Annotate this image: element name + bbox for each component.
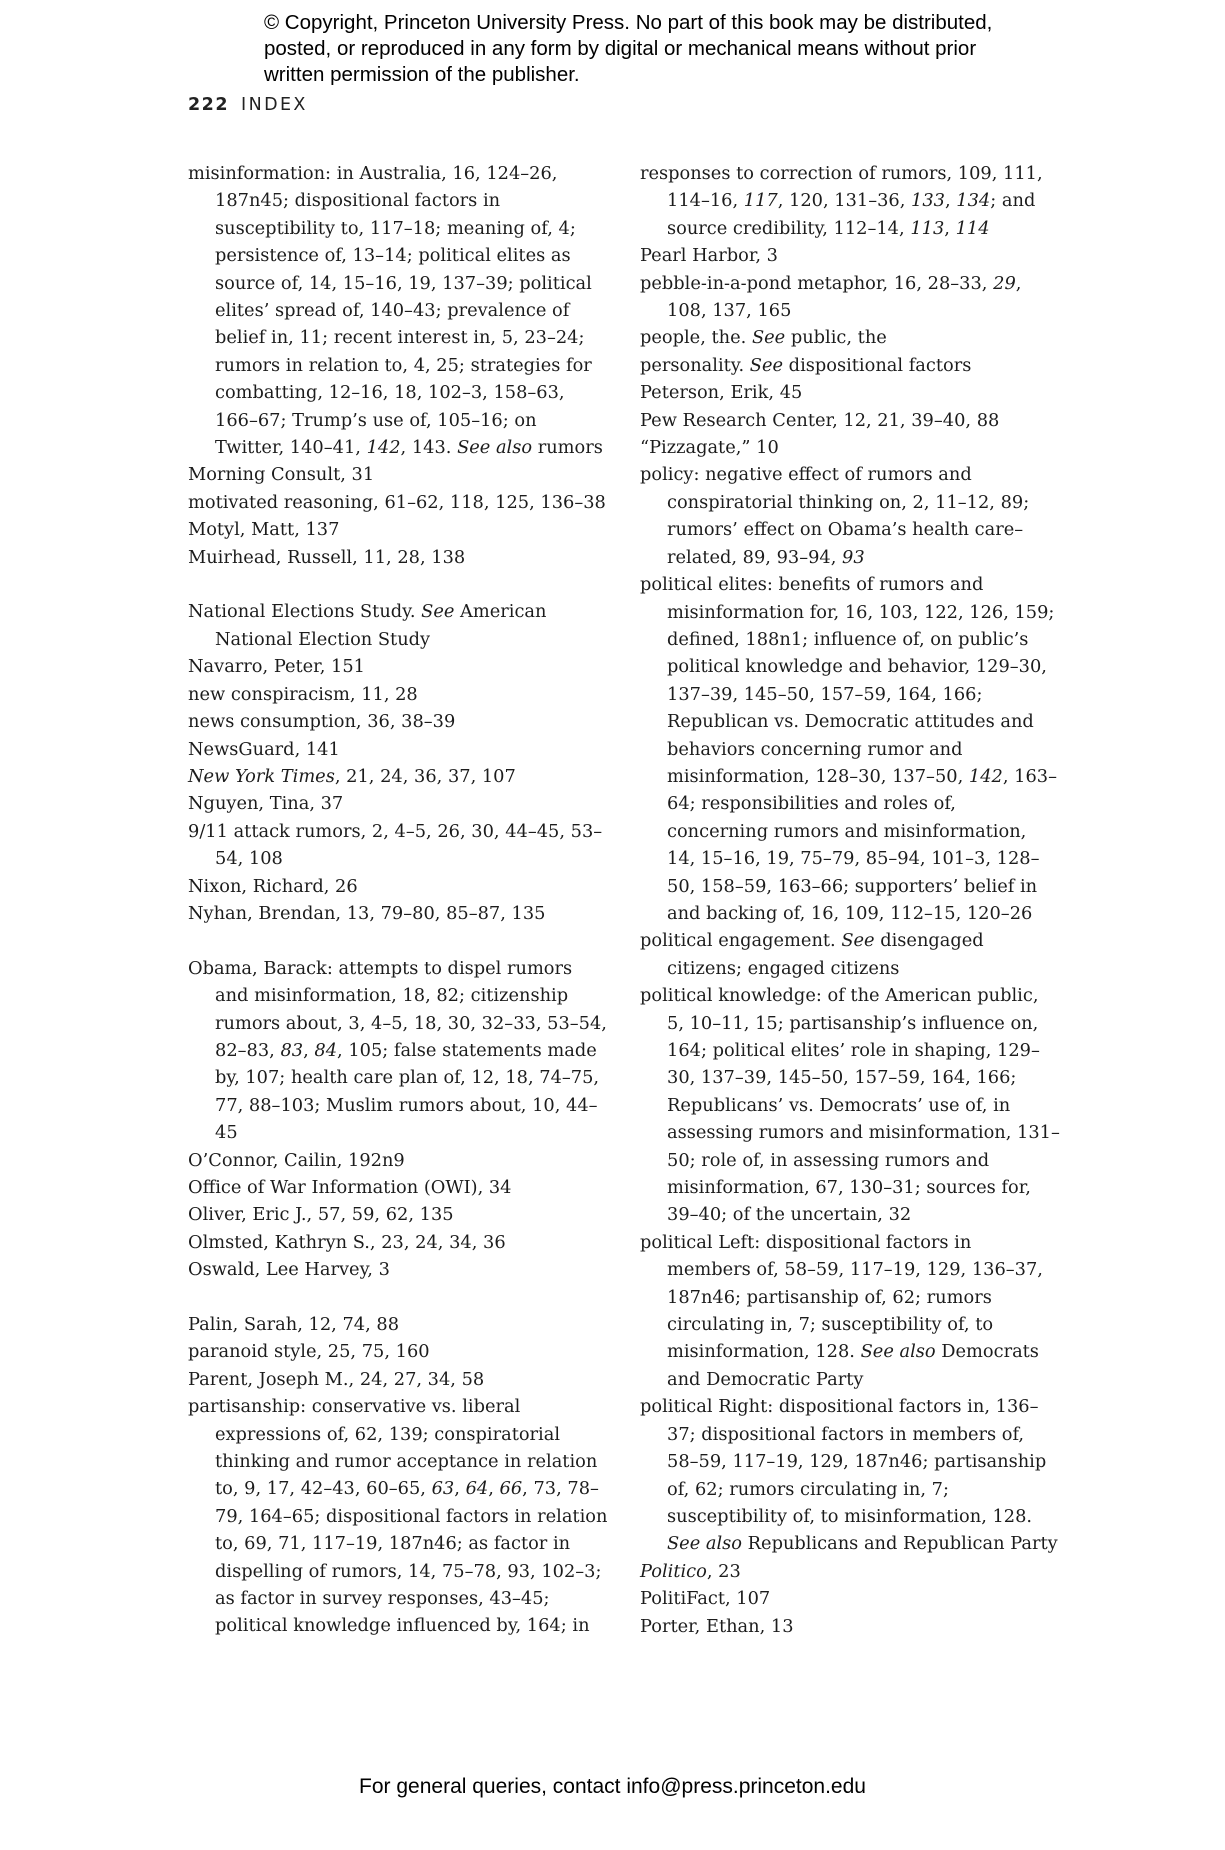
- index-entry: [188, 1201, 608, 1228]
- index-entry: [640, 571, 1060, 927]
- index-entry-text: Porter, Ethan, 13: [640, 1615, 794, 1637]
- index-entry: [188, 790, 608, 817]
- index-entry-text: Obama, Barack: attempts to dispel rumors and misinformation, 18, 82; citizenship rumors about, 3, 4–5, 18, 30, 32–33, 53–54, 82–83,: [188, 957, 607, 1061]
- index-entry: [640, 927, 1060, 982]
- index-entry-text: 84: [314, 1039, 338, 1061]
- index-entry-text: See: [749, 354, 784, 376]
- index-entry: [640, 1229, 1060, 1393]
- index-entry: [188, 1311, 608, 1338]
- index-entry-text: ; and source credibility, 112–14,: [667, 190, 1036, 239]
- index-entry: [640, 434, 1060, 461]
- index-entry: [640, 1613, 1060, 1640]
- index-entry-text: ,: [454, 1478, 466, 1500]
- index-entry-text: personality.: [640, 354, 750, 376]
- index-entry: [188, 1338, 608, 1365]
- index-entry-text: Office of War Information (OWI), 34: [188, 1177, 512, 1198]
- index-entry-text: Pearl Harbor, 3: [640, 245, 778, 267]
- index-entry-text: See also: [860, 1341, 936, 1363]
- index-entry: [640, 379, 1060, 406]
- index-entry-text: policy: negative effect of rumors and conspiratorial thinking on, 2, 11–12, 89; rumors’ effect on Obama’s health care–related, 89, 93–94,: [640, 464, 1030, 568]
- index-entry: [640, 352, 1060, 379]
- index-entry-text: misinformation: in Australia, 16, 124–26, 187n45; dispositional factors in susceptibility to, 117–18; meaning of, 4; persistence of, 13–14; political elites as source of, 14, 15–16, 19, 137–39; political elites’ spread of, 140–43; prevalence of belief in, 11; recent interest in, 5, 23–24; rumors in relation to, 4, 25; strategies for combatting, 12–16, 18, 102–3, 158–63, 166–67; Trump’s use of, 105–16; on Twitter, 140–41,: [188, 163, 592, 459]
- index-entry-text: Oswald, Lee Harvey, 3: [188, 1259, 390, 1281]
- index-entry-text: 113: [910, 217, 945, 239]
- index-entry-text: Parent, Joseph M., 24, 27, 34, 58: [188, 1368, 485, 1390]
- index-entry: [640, 242, 1060, 269]
- index-entry-text: Nixon, Richard, 26: [188, 875, 358, 897]
- index-entry-text: 64: [465, 1478, 489, 1500]
- index-entry-text: political Left: dispositional factors in members of, 58–59, 117–19, 129, 136–37, 187n46; partisanship of, 62; rumors circulating in, 7; susceptibility of, to misinformation, 128.: [640, 1231, 1043, 1363]
- letter-group-gap: [188, 927, 608, 954]
- index-entry-text: pebble-in-a-pond metaphor, 16, 28–33,: [640, 272, 994, 294]
- footer-contact: For general queries, contact info@press.princeton.edu: [359, 1775, 866, 1798]
- index-entry: [188, 1256, 608, 1283]
- index-entry-text: ,: [944, 217, 956, 239]
- index-entry: [188, 873, 608, 900]
- index-entry-text: 133: [911, 190, 945, 212]
- index-entry: [188, 900, 608, 927]
- index-entry: [188, 1366, 608, 1393]
- index-column-right: [640, 160, 1060, 1640]
- index-entry-text: National Elections Study.: [188, 601, 422, 623]
- copyright-notice: © Copyright, Princeton University Press. No part of this book may be distributed, posted, or reproduced in any form by digital or mechanical means without prior written permission of the publisher.: [264, 11, 993, 86]
- index-entry-text: Olmsted, Kathryn S., 23, 24, 34, 36: [188, 1231, 506, 1253]
- index-entry-text: , 21, 24, 36, 37, 107: [334, 765, 516, 787]
- index-entry-text: , 105; false statements made by, 107; health care plan of, 12, 18, 74–75, 77, 88–103; Muslim rumors about, 10, 44–45: [215, 1039, 600, 1144]
- index-entry: [188, 736, 608, 763]
- index-entry: [640, 1393, 1060, 1557]
- index-entry-text: Navarro, Peter, 151: [188, 656, 365, 678]
- index-entry-text: 83: [280, 1039, 304, 1061]
- index-entry-text: , 108, 137, 165: [667, 272, 1022, 322]
- index-entry: [188, 653, 608, 680]
- index-entry: [188, 818, 608, 873]
- index-entry-text: Nguyen, Tina, 37: [188, 793, 344, 815]
- index-entry: [640, 982, 1060, 1229]
- index-entry-text: partisanship: conservative vs. liberal expressions of, 62, 139; conspiratorial thinking and rumor acceptance in relation to, 9, 17, 42–43, 60–65,: [188, 1396, 598, 1500]
- index-entry: [640, 324, 1060, 351]
- index-entry-text: Morning Consult, 31: [188, 464, 375, 486]
- index-entry-text: Palin, Sarah, 12, 74, 88: [188, 1314, 400, 1336]
- index-entry-text: Democrats and Democratic Party: [667, 1341, 1039, 1390]
- index-entry: [188, 681, 608, 708]
- index-entry-text: Motyl, Matt, 137: [188, 519, 340, 541]
- index-entry-text: , 120, 131–36,: [777, 190, 912, 212]
- index-entry: [640, 407, 1060, 434]
- index-entry-text: ,: [488, 1478, 500, 1500]
- index-entry-text: political elites: benefits of rumors and misinformation for, 16, 103, 122, 126, 159; defined, 188n1; influence of, on public’s political knowledge and behavior, 129–30, 137–39, 145–50, 157–59, 164, 166; Republican vs. Democratic attitudes and behaviors concerning rumor and misinformation, 128–30, 137–50,: [640, 574, 1055, 787]
- index-entry-text: 142: [968, 765, 1003, 787]
- index-entry-text: See: [841, 930, 875, 952]
- index-entry-text: Nyhan, Brendan, 13, 79–80, 85–87, 135: [188, 902, 546, 924]
- index-entry-text: “Pizzagate,” 10: [640, 437, 779, 459]
- index-entry-text: , 163–64; responsibilities and roles of, concerning rumors and misinformation, 14, 15–16, 19, 75–79, 85–94, 101–3, 128–50, 158–59, 163–66; supporters’ belief in and backing of, 16, 109, 112–15, 120–26: [667, 765, 1057, 924]
- index-entry: [188, 516, 608, 543]
- index-entry: [640, 160, 1060, 242]
- index-entry: [640, 461, 1060, 571]
- index-entry-text: , 23: [706, 1560, 741, 1582]
- index-entry-text: news consumption, 36, 38–39: [188, 711, 456, 733]
- index-entry-text: See: [751, 327, 786, 349]
- index-entry-text: new conspiracism, 11, 28: [188, 683, 418, 705]
- index-entry-text: 142: [366, 437, 401, 459]
- index-entry: [188, 1229, 608, 1256]
- index-entry-text: political knowledge: of the American public, 5, 10–11, 15; partisanship’s influence on, 164; political elites’ role in shaping, 129–30, 137–39, 145–50, 157–59, 164, 166; Republicans’ vs. Democrats’ use of, in assessing rumors and misinformation, 131–50; role of, in assessing rumors and misinformation, 67, 130–31; sources for, 39–40; of the uncertain, 32: [640, 985, 1060, 1226]
- index-entry-text: New York Times: [188, 765, 335, 787]
- index-entry-text: See also: [457, 437, 533, 459]
- index-entry: [188, 598, 608, 653]
- index-entry-text: people, the.: [640, 327, 752, 349]
- letter-group-gap: [188, 1284, 608, 1311]
- index-entry-text: responses to correction of rumors, 109, 111, 114–16,: [640, 163, 1043, 212]
- index-entry-text: Politico: [640, 1560, 707, 1582]
- index-entry-text: Oliver, Eric J., 57, 59, 62, 135: [188, 1204, 454, 1226]
- index-entry-text: , 73, 78–79, 164–65; dispositional factors in relation to, 69, 71, 117–19, 187n46; as factor in dispelling of rumors, 14, 75–78, 93, 102–3; as factor in survey responses, 43–45; political knowledge influenced by, 164; in: [215, 1478, 608, 1637]
- index-entry-text: NewsGuard, 141: [188, 738, 340, 760]
- index-entry-text: rumors: [532, 437, 603, 459]
- index-entry-text: O’Connor, Cailin, 192n9: [188, 1149, 405, 1171]
- running-head: [188, 95, 308, 115]
- index-entry: [188, 489, 608, 516]
- index-entry-text: motivated reasoning, 61–62, 118, 125, 136–38: [188, 491, 606, 513]
- index-entry-text: political Right: dispositional factors in, 136–37; dispositional factors in members of, 58–59, 117–19, 129, 187n46; partisanship of, 62; rumors circulating in, 7; susceptibility of, to misinformation, 128.: [640, 1396, 1047, 1527]
- index-entry-text: 29: [993, 272, 1016, 294]
- page-number: 222: [188, 95, 230, 115]
- index-entry: [640, 1585, 1060, 1612]
- index-entry: [188, 763, 608, 790]
- index-entry: [188, 544, 608, 571]
- index-entry: [188, 461, 608, 488]
- index-entry-text: dispositional factors: [783, 354, 972, 376]
- index-entry: [188, 708, 608, 735]
- section-title: INDEX: [241, 95, 308, 115]
- index-entry-text: paranoid style, 25, 75, 160: [188, 1341, 430, 1363]
- index-entry-text: disengaged citizens; engaged citizens: [667, 930, 984, 979]
- index-entry-text: 9/11 attack rumors, 2, 4–5, 26, 30, 44–45, 53–54, 108: [188, 820, 603, 870]
- index-entry-text: Republicans and Republican Party: [742, 1533, 1058, 1555]
- index-entry-text: American National Election Study: [215, 601, 547, 650]
- index-entry: [640, 1558, 1060, 1585]
- index-entry-text: Pew Research Center, 12, 21, 39–40, 88: [640, 409, 1000, 431]
- index-entry-text: See: [421, 601, 455, 623]
- index-entry-text: 63: [431, 1478, 455, 1500]
- index-entry: [188, 160, 608, 461]
- letter-group-gap: [188, 571, 608, 598]
- index-entry-text: PolitiFact, 107: [640, 1588, 771, 1610]
- index-entry-text: See also: [667, 1533, 742, 1555]
- index-entry-text: 66: [499, 1478, 523, 1500]
- index-entry-text: 93: [842, 546, 865, 568]
- index-entry: [640, 270, 1060, 325]
- index-column-left: [188, 160, 608, 1640]
- index-entry: [188, 1147, 608, 1174]
- index-entry-text: 117: [743, 190, 778, 212]
- index-entry-text: ,: [303, 1039, 315, 1061]
- index-entry-text: , 143.: [400, 437, 458, 459]
- index-entry: [188, 1174, 608, 1201]
- index-entry-text: 134: [956, 190, 991, 212]
- index-entry-text: 114: [955, 217, 990, 239]
- index-entry-text: political engagement.: [640, 930, 842, 952]
- index-entry: [188, 1393, 608, 1640]
- index-entry: [188, 955, 608, 1147]
- index-entry-text: ,: [944, 190, 957, 212]
- index-entry-text: Muirhead, Russell, 11, 28, 138: [188, 546, 466, 568]
- index-entry-text: Peterson, Erik, 45: [640, 382, 803, 404]
- index-entry-text: public, the: [785, 327, 887, 349]
